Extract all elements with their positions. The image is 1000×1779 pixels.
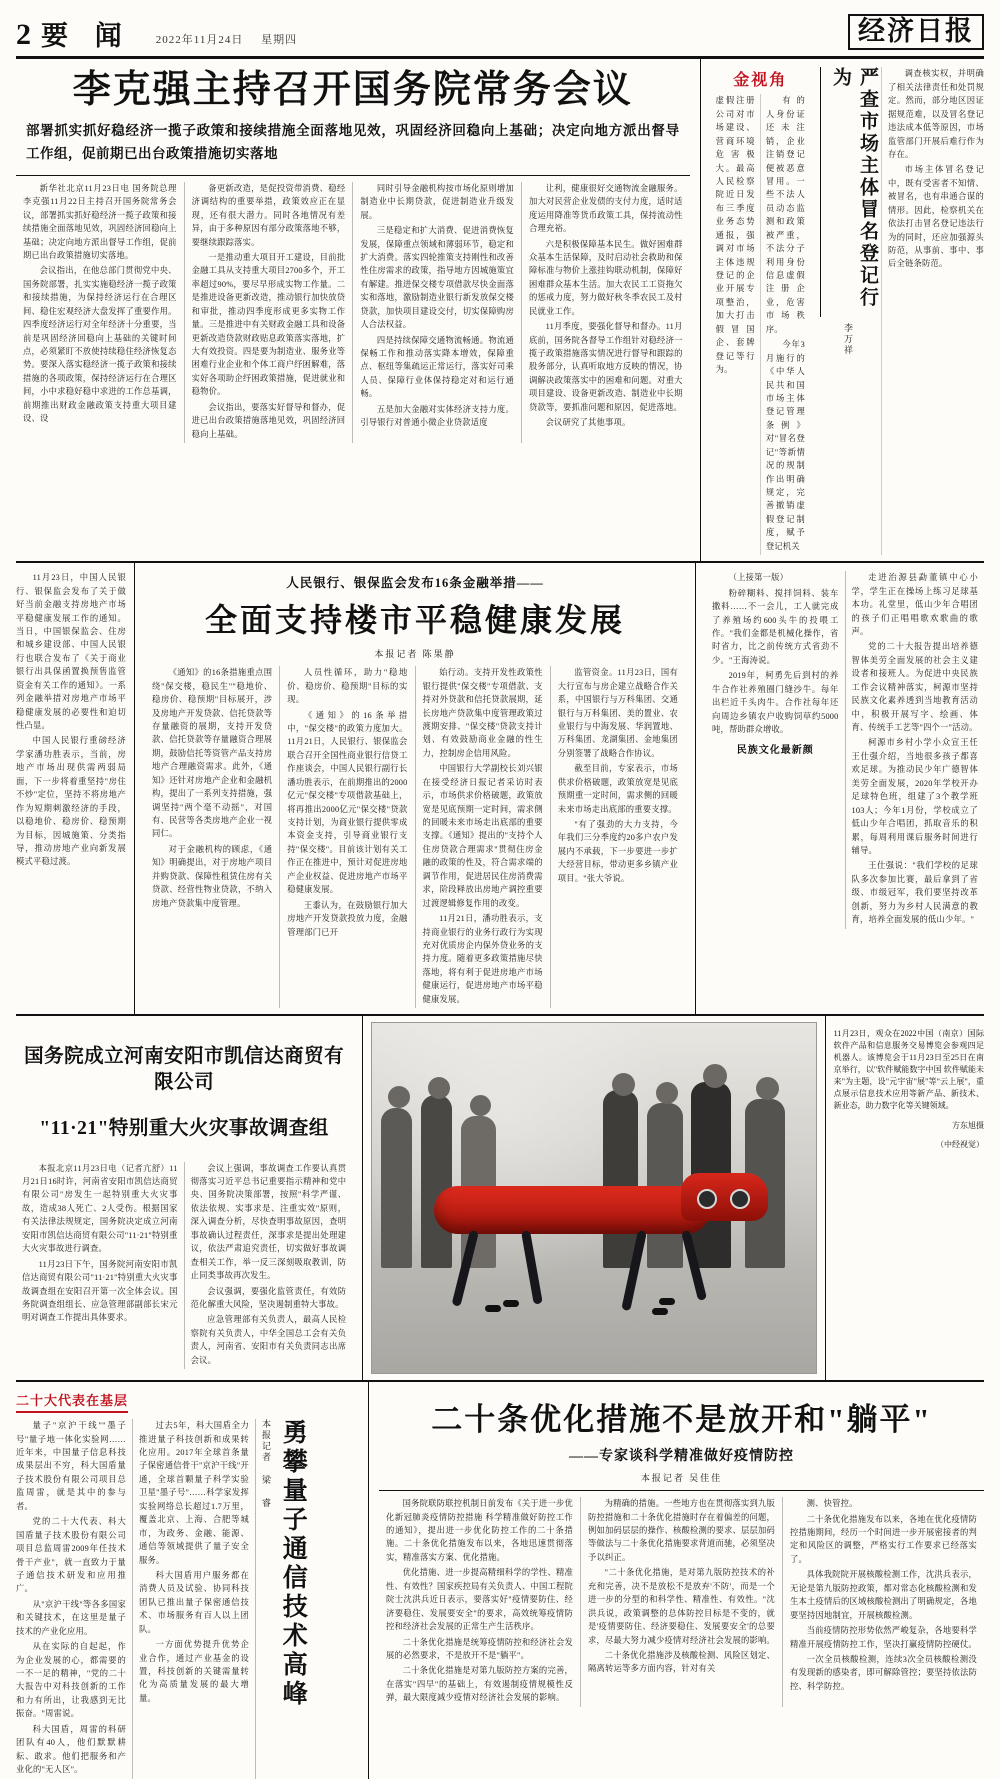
section-title: 要 闻 (41, 21, 132, 52)
anyang-photo-block (16, 1016, 984, 1382)
bank-col-1: 《通知》的16条措施重点围绕"保交楼，稳民生""稳地价、稳房价、稳预期"目标展开，涉及房地产开发贷款、信托贷款等存量融资的展期，支持开发贷款、信托贷款等存量融资合理展期，鼓励信托等资管产品支持房地产合理融资需求。此外，《通知》还针对房地产企业和金融机构，提出了一系列支持措施，强调坚持"两个毫不动摇"，对国有、民营等各类房地产企业一视同仁。 对于金融机构的顾虑，《通知》明确提出，对于房地产项目并购贷款、保障性租赁住房有关贷款、经营性物业贷款，不纳入房地产贷款集中度管理。 (152, 668, 273, 908)
anyang-columns (16, 1162, 352, 1370)
date-text: 2022年11月24日 (155, 34, 244, 47)
quantum-tag: 二十大代表在基层 (16, 1390, 128, 1413)
lead-subhead: 部署抓实抓好稳经济一揽子政策和接续措施全面落地见效，巩固经济回稳向上基础；决定向地方派出督导工作组，促前期已出台政策措施切实落地 (26, 122, 680, 161)
lead-col-3: 同时引导金融机构按市场化原则增加制造业中长期贷款，促进制造业升级发展。 三是稳定和扩大消费、促进消费恢复发展，保障重点领域和薄弱环节，稳定和扩大消费。落实四轮推策支持刚性和改善性住房需求的政策，指导地方因城施策宜有解建。推进保交楼专项借款尽快金面落实和落地，激励制造业银行新发放保交楼贷款，加快项目建设交付，切实保障购房人合法权益。 四是持续保障交通物流畅通。物流通保畅工作和推动落实降本增效，保障重点、枢纽等集疏运正常运行，落实好司乘人员、保障行业体保持稳定对和运行通畅。 五是加大金融对实体经济支持力度。引导银行对普通小微企业贷款适度 (352, 182, 521, 443)
lead-col-2: 备更新改造，是促投资带消费、稳经济调结构的重要举措，政策效应正在显现，还有很大潜力。同时各地情况有差异，由于多种原因有部分政策落地不够，要继续跟踪落实。 一是推动重大项目开工建设，目前批金融工具从支持重大项目2700多个，开工率超过90%，要尽早形成实物工作量。二是推进设备更新改造，推动银行加快放贷和审批，推动四季度形成更多实物工作量。三是推进中有关财政金融工具和设备更新改造贷款财政贴息政策落实落地，扩大有效投资。四是要为制造业、服务业等困难行业企业和个体工商户纾困解难，落实好各项助企纾困政策措施，促进就业和稳物价。 会议指出，要落实好督导和督办，促进已出台政策措施落地见效，巩固经济回稳向上基础。 (184, 182, 353, 443)
jinshijiao-vertical-headline: 严查市场主体冒名登记行为 (820, 67, 881, 317)
quantum-headline: 勇攀量子通信技术高峰 (279, 1419, 307, 1710)
continued-col-2: 走进治源县勐董镇中心小学，学生正在操场上练习足球基本功。礼堂里，低山少年合唱团的孩子们正唱唱歌欢歌曲的歌声。 党的二十大报告提出培养德智体美劳全面发展的社会主义建设者和接班人。为促进中央民族工作会议精神落实，柯源市坚持民族文化素养透到当地教育活动中，积极开展写字、绘画、体育、传统手工艺等"四个一"活动。 柯源市乡村小学小众宣王任王仕强介绍，当地很多孩子都喜欢足球。为推动民少年广德智体美劳全面发展，2020年学校开办足球特色班，组建了3个教学班103人；今年1月份，学校成立了低山少年合唱团，抓取音乐的积累，每周利用课后服务时间进行辅导。 王仕强说："我们学校的足球队多次参加比赛，最后拿到了省级、市级冠军，我们要坚持改革创新，努力为乡村人民满意的教育，培养全面发展的低山少年。" (845, 571, 985, 928)
bank-col-2: 人员性循环，助力"稳地价、稳房价、稳预期"目标的实现。 《通知》的16条举措中，"保交楼"的政策力度加大。11月21日，人民银行、银保监会联合召开全国性商业银行信贷工作座谈会，中国人民银行副行长潘功胜表示，在前期推出的2000亿元"保交楼"专项借款基础上，将再推出2000亿元"保交楼"贷款支持计划，为商业银行提供零成本资金支持，引导商业银行支持"保交楼"。目前该计划有关工作正在推进中，预计对促进房地产企业权益、促进房地产市场平稳健康发展。 王黍认为，在鼓励银行加大房地产开发贷款投放力度，金融管理部门已开 (279, 666, 414, 1008)
newspaper-brand: 经济日报 (848, 14, 984, 50)
lead-article (16, 59, 700, 561)
quantum-col-2: 过去5年，科大国盾全力推进量子科技创新和成果转化应用。2017年全球首条量子保密通信骨干"京沪干线"开通，全球首颗量子科学实验卫星"墨子号"……科学家发挥实验网络总长超过1.7万里，覆盖北京、上海、合肥等城市，为政务、金融、能源、通信等领域提供了量子安全服务。 科大国盾用户服务都在消费人员及试验、协同科技团队已推出量子保密通信技术、市场服务有百人以上团队。 一方面优势提升优势企业合作，通过产业基金的设置，科技创新的关键需量转化为高质量发展的最大增量。 (132, 1419, 255, 1778)
covid-article (368, 1382, 984, 1778)
jinshijiao-col-1: 虚假注册公司对市场建设、营商环境危害极大。最高人民检察院近日发布三季度业务态势通报，强调对市场主体违规登记的企业开展专项整治，加大打击假冒国企、套牌登记等行为。 (715, 96, 755, 375)
robot-photo (371, 1022, 816, 1374)
continued-col-1: （上接第一版） 粉碎糊料、搅拌饲料、装车撒料……不一会儿，工人就完成了养殖场约600头牛的投喂工作。"我们金都是机械化操作，省时省力，比之前传统方式省劲不少。"王海涛说。 2019年，柯勇先后到村的养牛合作社养殖圈门缝沙牛。每年出栏近千头肉牛。合作社每年还向周边乡镇农户收购饲草约5000吨，帮助群众增收。 (712, 573, 839, 735)
divider-2 (379, 1490, 984, 1491)
covid-col-2: 为精确的措施。一些地方也在贯彻落实到九版防控措施和二十条优化措施时存在着偏差的问题，例如加码层层的操作、核酸检测的要求、层层加码等做法与二十条优化措施要求背道而驰，必须坚决予以纠正。 "二十条优化措施，是对第九版防控技术的补充和完善，决不是放松不是放弃'不防'，而是一个进一步的分型的和科学性、精准性、有效性。"沈洪兵说，政策调整的总体防控目标是不变的，就是'疫情要防住、经济要稳住、发展要安全'的总要求，尽最大努力减少疫情对经济社会发展的影响。 二十条优化措施涉及核酸检测、风险区划定、隔离转运等多方面内容，针对有关 (580, 1497, 782, 1707)
lead-columns (16, 182, 690, 443)
bottom-block (16, 1382, 984, 1778)
continued-article (695, 563, 984, 1014)
dateline (156, 31, 311, 50)
bank-block (16, 563, 984, 1016)
jinshijiao-article (700, 59, 984, 561)
quantum-col-1: 量子"京沪干线""墨子号"量子地一体化实验网……近年来，中国量子信息科技成果层出不穷，科大国盾量子技术股份有限公司项目总监周雷，就是其中的参与者。 党的二十大代表、科大国盾量子技术股份有限公司项目总监周雷2009年任技术骨干产业"，就一直致力于量子通信技术研发和应用推广。 从"京沪干线"等各多国家和关键技术，在这里是量子技术的产业化应用。 从在实际的自起起，作为企业发展的心，都需要的一不一足的精神，"党的二十大报告中对科技创新的工作和力有所出，让我感到无比振奋。"周雷说。 科大国盾，周雷的科研团队有40人，他们默默耕耘、敢求。他们把服务和产业化的"无人区"。 (16, 1421, 126, 1775)
bank-headline: 全面支持楼市平稳健康发展 (204, 602, 625, 639)
jinshijiao-label: 金视角 (733, 72, 788, 90)
bank-kicker: 人民银行、银保监会发布16条金融举措—— (286, 576, 544, 591)
photo-caption: 11月23日，观众在2022中国（南京）国际软件产品和信息服务交易博览会参观四足机器人。该博览会于11月23日至25日在南京举行，以"软件赋能数字中国 软件赋能未来"为主题，设"元宇宙"展"等"云上展"，重点展示信息技术应用等新产品、新技术、新业态，助力数字化等关键领域。 (833, 1029, 985, 1111)
photo-caption-area (825, 1016, 984, 1380)
quadruped-robot (412, 1163, 776, 1324)
top-block (16, 59, 984, 563)
anyang-headline: 国务院成立河南安阳市凯信达商贸有限公司 "11·21"特别重大火灾事故调查组 (24, 1045, 345, 1139)
covid-headline: 二十条优化措施不是放开和"躺平" (431, 1402, 932, 1438)
covid-byline: 本报记者 吴佳佳 (640, 1473, 723, 1484)
bank-byline: 本报记者 陈果静 (374, 649, 456, 660)
lead-col-1: 新华社北京11月23日电 国务院总理李克强11月22日主持召开国务院常务会议，部署抓实抓好稳经济一揽子政策和接续措施全面落地见效，巩固经济回稳向上基础；决定向地方派出督导工作组，促前期已出台政策措施切实落地。 会议指出，在他总部门贯彻党中央、国务院部署，扎实实施稳经济一揽子政策和接续措施，为保持经济运行在合理区间、稳住宏观经济大盘发挥了重要作用。四季度经济运行对全年经济十分重要，当前是巩固经济回稳向上基础的关键时间点，必须紧盯不放使持续稳住经济恢复态势。要深入落实稳经济一揽子政策和接续措施的各项政策，保持经济运行在合理区间，小中求稳好稳中求进的工作总基调，前期推出财政金融政策支持重大项目建设、设 (23, 183, 177, 424)
anyang-col-1: 本报北京11月23日电（记者亢舒）11月21日16时许，河南省安阳市凯信达商贸有限公司"房发生一起特别重大火灾事故，造成38人死亡、2人受伤。根据国家有关法律法规规定，国务院决定成立河南安阳市凯信达商贸有限公司"11·21"特别重大火灾事故进行调查。 11月23日下午，国务院河南安阳市凯信达商贸有限公司"11·21"特别重大火灾事故调查组在安阳召开第一次全体会议。国务院调查组组长、应急管理部副部长宋元明对调查工作提出具体要求。 (22, 1163, 178, 1323)
weekday-text: 星期四 (261, 34, 298, 47)
covid-columns (379, 1497, 984, 1707)
covid-subhead: ——专家谈科学精准做好疫情防控 (569, 1449, 794, 1465)
lead-col-4: 让利，健康很好交通物流金融服务。加大对民营企业发债的支付力度，适时适度运用降准等货币政策工具，保持流动性合理充裕。 六是积极保障基本民生。做好困难群众基本生活保障，及时启动社会救助和保障标准与物价上涨挂钩联动机制，保障好困难群众基本生活。加大农民工工资拖欠的惩戒力度，努力做好秋冬季农民工及村民就业工作。 11月季度，要强化督导和督办。11月底前，国务院各督导工作组针对稳经济一揽子政策措施落实情况进行督导和跟踪的股务部分，认真听取地方反映的情况，协调解决政策落实中的困难和问题。对重大项目建设、设备更新改造、制造业中长期贷款等，要抓准问题和原因，促进落地。 会议研究了其他事项。 (521, 182, 690, 443)
anyang-article (16, 1016, 362, 1380)
lead-headline: 李克强主持召开国务院常务会议 (72, 69, 633, 112)
photo-article (362, 1016, 824, 1380)
bank-col-4: 监管资金。11月23日，国有大行宣布与房企建立战略合作关系，中国银行与万科集团、交通银行与万科集团、美的置业、农业银行与中海发展、华润置地、万科集团、龙湖集团、金地集团分别签署了战略合作协议。 截至目前，专家表示，市场供求价格破题，政策放宽是见底预期重一定时间，需求侧的回暖未来市场走出底部的重要支撑。 "有了强劲的大力支持，今年我们三分季度约20多户农户发展内不承载，下一步要进一步扩大经营目标，带动更多乡镇产业项目。"张大爷说。 (550, 666, 685, 1008)
quantum-byline: 本报记者 梁 睿 (261, 1419, 271, 1510)
masthead (16, 14, 984, 59)
bank-columns (145, 666, 685, 1008)
quantum-article (16, 1382, 368, 1778)
page-number: 2 (16, 18, 31, 52)
photo-credit: 方东旭摄 （中经视觉） (936, 1121, 985, 1150)
bank-intro: 11月23日，中国人民银行、银保监会发布了关于做好当前金融支持房地产市场平稳健康发展工作的通知。当日，中国银保监会、住房和城乡建设部、中国人民银行也联合发布了《关于商业银行出具保函置换预售监管资金有关工作的通知》。一系列金融举措对房地产市场平稳健康发展的必要性和迫切性凸显。 中国人民银行重磅经济学家潘功胜表示，当前，房地产市场出现供需两弱局面，下一步将着重坚持"房住不炒"定位，坚持不将房地产作为短期刺激经济的手段，以稳地价、稳房价、稳预期为目标，因城施策、分类指导，推动房地产业向新发展模式平稳过渡。 (16, 573, 126, 867)
jinshijiao-author: 李万祥 (843, 323, 853, 357)
divider (16, 175, 690, 176)
jinshijiao-col-2: 有的人身份证还未注销，企业注销登记便被恶意冒用。一些不法人员动态监测和政策被严重，不法分子利用身份信息虚假注册企业，危害市场秩序。 今年3月施行的《中华人民共和国市场主体登记管理条例》对"冒名登记"等新情况的规制作出明确规定，完善撤销虚假登记制度，赋予登记机关 (760, 94, 810, 555)
bank-article (134, 563, 695, 1014)
jinshijiao-col-3: 调查核实权，并明确了相关法律责任和处罚规定。然而，部分地区因证据规范难，以及冒名登记违法成本低等原因，市场监管部门开展后难行作为存在。 市场主体冒名登记中，既有受害者不知情、被冒名，也有串通合谋的情形。因此，检察机关在依法打击冒名登记违法行为的同时，还应加强源头防范，从事前、事中、事后全链条防范。 (881, 67, 984, 555)
bank-col-3: 始行动。支持开发性政策性银行提供"保交楼"专项借款、支持对外贷款和信托贷款展期，延长房地产贷款集中度管理政策过渡期安排、"保交楼"贷款支持计划、有效鼓励商业金融的性生力，控制房企信用风险。 中国银行大学副校长刘兴银在接受经济日报记者采访时表示，市场供求价格破题，政策放宽是见底预期一定时间，需求侧的回暖未来市场走出底部的重要支撑。《通知》提出的"支持个人住房贷款合理需求"贯彻住房金融的政策的性及，符合需求端的调节作用，促进居民住房消费需求，阶段释放出房地产调控重要过渡逻辑修复作用的改变。 11月21日，潘功胜表示，支持商业银行的业务行政行为实现充对优质房企内保外贷业务的支持力度。随着更多政策措施尽快落地，将有利于促进房地产市场健康运行，促进房地产市场平稳健康发展。 (415, 666, 550, 1008)
continued-subhead: 民族文化最新颜 (736, 745, 814, 757)
covid-col-1: 国务院联防联控机制日前发布《关于进一步优化新冠肺炎疫情防控措施 科学精准做好防控工作的通知》，提出进一步优化防控工作的二十条措施。二十条优化措施发布以来，各地迅速贯彻落实，精准落实方案、优化措施。 优化措施、进一步提高精细科学的学性、精准性、有效性？国家疾控局有关负责人、中国工程院院士沈洪兵近日表示，要落实好"疫情要防住、经济要稳住、发展要安全"的要求，高效统筹疫情防控和经济社会发展的正常生产生活秩序。 二十条优化措施是统筹疫情防控和经济社会发展的必然要求，不是放开不是"躺平"。 二十条优化措施是对第九版防控方案的完善，在落实"四早"的基础上，有效遏制疫情规模性反弹，最大限度减少疫情对经济社会发展的影响。 (386, 1499, 573, 1703)
covid-col-3: 测、快管控。 二十条优化措施发布以来，各地在优化疫情防控措施期间，经历一个时间进一步开展密接者的判定和风险区的调整，严格实行工作要求已经落实了。 具体我院院开展核酸检测工作，沈洪兵表示，无论是第九版防控政策，都对常态化核酸检测和发生本土疫情后的区域核酸检测出了明确规定，各地要坚持因地制宜，开展核酸检测。 当前疫情防控形势依然严峻复杂，各地要科学精准开展疫情防控工作，坚决打赢疫情防控硬仗。 一次全员核酸检测，连续3次全员核酸检测没有发现新的感染者，即可解除管控；要坚持依法防控、科学防控。 (782, 1497, 984, 1707)
anyang-col-2: 会议上强调，事故调查工作要认真贯彻落实习近平总书记重要指示精神和党中央、国务院决策部署，按照"科学严谨、依法依规、实事求是、注重实效"原则，深入调查分析，尽快查明事故原因，查明事故确认过程责任，深事求是提出处理建议，依法严肃追究责任，切实做好事故调查相关工作，举一反三深刻吸取教训，防止同类事故再次发生。 会议强调，要强化监管责任，有效防范化解重大风险，坚决遏制重特大事故。 应急管理部有关负责人，最高人民检察院有关负责人，中华全国总工会有关负责人，河南省、安阳市有关负责同志出席会议。 (184, 1162, 353, 1370)
